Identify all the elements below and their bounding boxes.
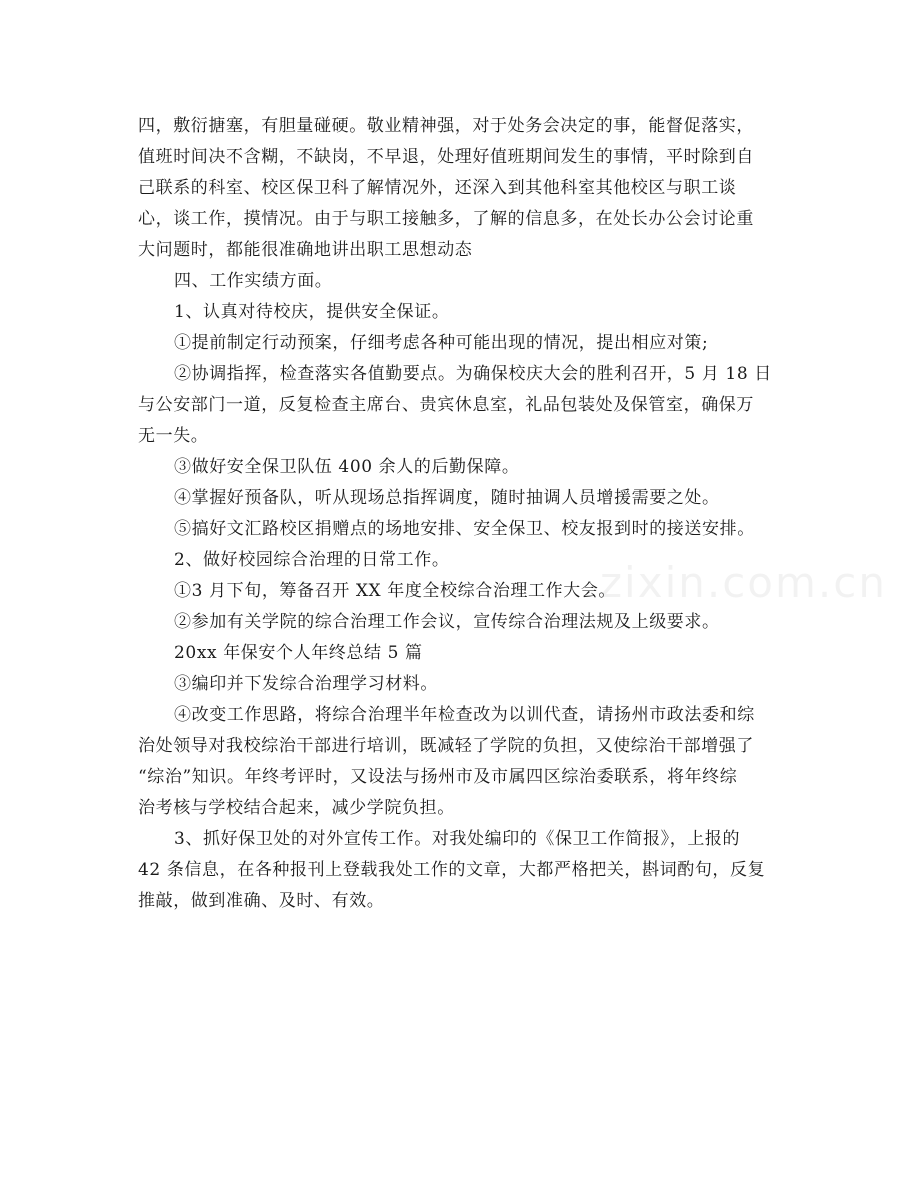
text-line: 1、认真对待校庆，提供安全保证。 bbox=[174, 302, 450, 322]
text-line: 无一失。 bbox=[138, 426, 209, 446]
text-line: ①提前制定行动预案，仔细考虑各种可能出现的情况，提出相应对策; bbox=[174, 333, 709, 353]
text-line: 42 条信息，在各种报刊上登载我处工作的文章，大都严格把关，斟词酌句，反复 bbox=[138, 860, 766, 880]
text-line: ②参加有关学院的综合治理工作会议，宣传综合治理法规及上级要求。 bbox=[174, 612, 720, 632]
text-line: 大问题时，都能很准确地讲出职工思想动态 bbox=[138, 240, 473, 260]
text-line: ④改变工作思路，将综合治理半年检查改为以训代查，请扬州市政法委和综 bbox=[174, 705, 755, 725]
text-line: ⑤搞好文汇路校区捐赠点的场地安排、安全保卫、校友报到时的接送安排。 bbox=[174, 519, 755, 539]
text-line: “综治”知识。年终考评时，又设法与扬州市及市属四区综治委联系，将年终综 bbox=[138, 767, 738, 787]
text-line: 四，敷衍搪塞，有胆量碰硬。敬业精神强，对于处务会决定的事，能督促落实， bbox=[138, 116, 754, 136]
text-line: ③做好安全保卫队伍 400 余人的后勤保障。 bbox=[174, 457, 520, 477]
text-line: 四、工作实绩方面。 bbox=[174, 271, 333, 291]
watermark: zixin.com.cn bbox=[600, 558, 887, 607]
text-line: ①3 月下旬，筹备召开 XX 年度全校综合治理工作大会。 bbox=[174, 581, 617, 601]
text-line: 治处领导对我校综治干部进行培训，既减轻了学院的负担，又使综治干部增强了 bbox=[138, 736, 754, 756]
text-line: 推敲，做到准确、及时、有效。 bbox=[138, 891, 385, 911]
text-line: 值班时间决不含糊，不缺岗，不早退，处理好值班期间发生的事情，平时除到自 bbox=[138, 147, 754, 167]
text-line: 与公安部门一道，反复检查主席台、贵宾休息室，礼品包装处及保管室，确保万 bbox=[138, 395, 754, 415]
document-body bbox=[138, 111, 778, 917]
text-line: ②协调指挥，检查落实各值勤要点。为确保校庆大会的胜利召开，5 月 18 日 bbox=[174, 364, 772, 384]
text-line: 治考核与学校结合起来，减少学院负担。 bbox=[138, 798, 455, 818]
text-line: ④掌握好预备队，听从现场总指挥调度，随时抽调人员增援需要之处。 bbox=[174, 488, 720, 508]
text-line: 20xx 年保安个人年终总结 5 篇 bbox=[174, 643, 423, 663]
text-line: 心，谈工作，摸情况。由于与职工接触多，了解的信息多，在处长办公会讨论重 bbox=[138, 209, 754, 229]
text-line: 2、做好校园综合治理的日常工作。 bbox=[174, 550, 450, 570]
text-line: 3、抓好保卫处的对外宣传工作。对我处编印的《保卫工作简报》，上报的 bbox=[174, 829, 741, 849]
text-line: 己联系的科室、校区保卫科了解情况外，还深入到其他科室其他校区与职工谈 bbox=[138, 178, 737, 198]
text-line: ③编印并下发综合治理学习材料。 bbox=[174, 674, 438, 694]
